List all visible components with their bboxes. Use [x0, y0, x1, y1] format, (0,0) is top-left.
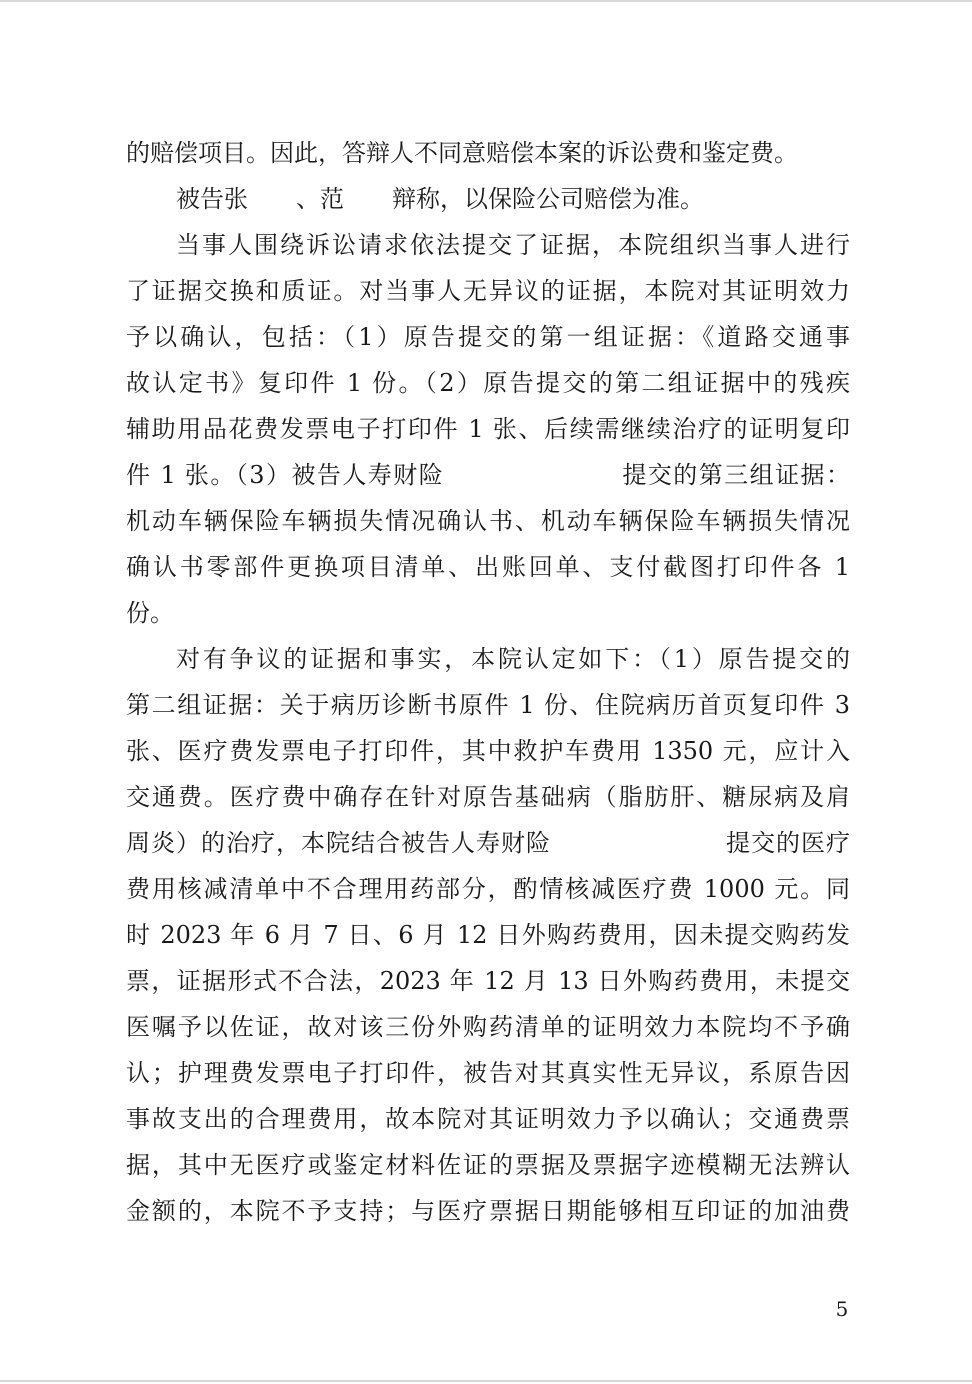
text-line: 当事人围绕诉讼请求依法提交了证据，本院组织当事人进行 — [176, 231, 850, 259]
page-bottom-border — [0, 1380, 972, 1382]
text-line: 交通费。医疗费中确存在针对原告基础病（脂肪肝、糖尿病及肩 — [126, 783, 850, 811]
text-line: 了证据交换和质证。对当事人无异议的证据，本院对其证明效力 — [126, 277, 850, 305]
text-line: 周炎）的治疗，本院结合被告人寿财险 提交的医疗 — [126, 829, 850, 857]
text-line: 据，其中无医疗或鉴定材料佐证的票据及票据字迹模糊无法辨认 — [126, 1151, 850, 1179]
text-line: 医嘱予以佐证，故对该三份外购药清单的证明效力本院均不予确 — [126, 1013, 850, 1041]
text-line: 事故支出的合理费用，故本院对其证明效力予以确认；交通费票 — [126, 1105, 850, 1133]
text-line: 费用核减清单中不合理用药部分，酌情核减医疗费 1000 元。同 — [126, 875, 850, 903]
text-line: 予以确认，包括：（1）原告提交的第一组证据：《道路交通事 — [126, 323, 850, 351]
text-line: 份。 — [126, 599, 174, 627]
text-line: 张、医疗费发票电子打印件，其中救护车费用 1350 元，应计入 — [126, 737, 850, 765]
text-line: 辅助用品花费发票电子打印件 1 张、后续需继续治疗的证明复印 — [126, 415, 850, 443]
text-line: 认；护理费发票电子打印件，被告对其真实性无异议，系原告因 — [126, 1059, 850, 1087]
text-line: 金额的，本院不予支持；与医疗票据日期能够相互印证的加油费 — [126, 1197, 850, 1225]
text-line: 故认定书》复印件 1 份。（2）原告提交的第二组证据中的残疾 — [126, 369, 850, 397]
text-line: 时 2023 年 6 月 7 日、6 月 12 日外购药费用，因未提交购药发 — [126, 921, 850, 949]
text-line: 第二组证据：关于病历诊断书原件 1 份、住院病历首页复印件 3 — [126, 691, 850, 719]
text-line: 的赔偿项目。因此，答辩人不同意赔偿本案的诉讼费和鉴定费。 — [126, 139, 798, 167]
page-top-border — [0, 0, 972, 2]
text-line: 确认书零部件更换项目清单、出账回单、支付截图打印件各 1 — [126, 553, 850, 581]
text-line: 机动车辆保险车辆损失情况确认书、机动车辆保险车辆损失情况 — [126, 507, 850, 535]
page-number: 5 — [835, 1297, 849, 1321]
text-line: 票，证据形式不合法，2023 年 12 月 13 日外购药费用，未提交 — [126, 967, 850, 995]
text-line: 件 1 张。（3）被告人寿财险 提交的第三组证据： — [126, 461, 850, 489]
text-line: 被告张 、范 辩称，以保险公司赔偿为准。 — [176, 185, 704, 213]
text-line: 对有争议的证据和事实，本院认定如下：（1）原告提交的 — [176, 645, 850, 673]
